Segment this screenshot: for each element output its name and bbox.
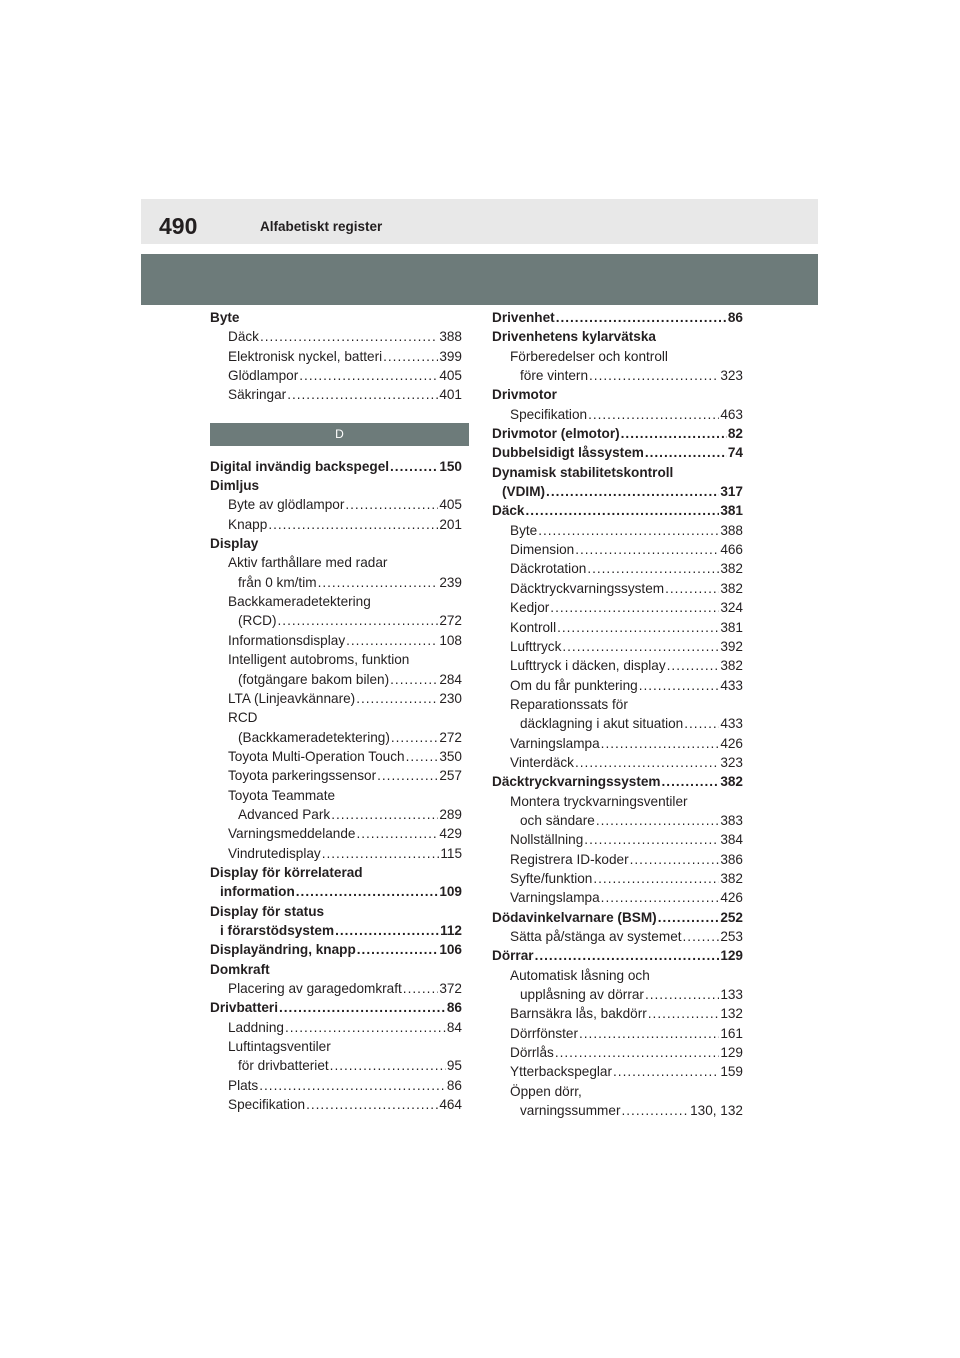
index-entry xyxy=(492,714,743,733)
index-entry xyxy=(210,960,462,979)
index-entry-term: och sändare xyxy=(520,812,595,828)
index-entry xyxy=(210,902,462,921)
index-entry-term: Dörrlås xyxy=(510,1045,554,1061)
index-entry-page: 150 xyxy=(439,458,462,474)
index-entry xyxy=(492,443,743,462)
index-entry-page: 386 xyxy=(720,851,743,867)
index-entry-term: Montera tryckvarningsventiler xyxy=(510,793,688,809)
index-entry-page: 464 xyxy=(439,1097,462,1113)
index-entry-page: 388 xyxy=(720,522,743,538)
dot-leader xyxy=(356,824,438,843)
index-entry xyxy=(492,521,743,540)
index-entry xyxy=(492,1062,743,1081)
index-entry-term: Byte xyxy=(210,310,240,325)
index-entry-term: Däck xyxy=(228,329,259,345)
index-entry xyxy=(210,786,462,805)
index-entry-page: 384 xyxy=(720,832,743,848)
index-entry-page: 95 xyxy=(446,1058,462,1074)
index-entry-term: Dimension xyxy=(510,542,575,558)
index-entry xyxy=(210,844,462,863)
index-entry-term: Drivenhetens kylarvätska xyxy=(492,329,656,345)
index-entry xyxy=(210,1076,462,1095)
dot-leader xyxy=(331,805,438,824)
index-entry-page: 429 xyxy=(439,826,462,842)
dot-leader xyxy=(546,482,719,501)
index-entry-term: (VDIM) xyxy=(502,484,546,500)
index-entry-term: information xyxy=(220,884,295,900)
index-column-left xyxy=(210,308,462,1114)
index-entry-term: Dimljus xyxy=(210,478,260,494)
index-entry xyxy=(210,457,462,476)
header-band xyxy=(141,254,818,305)
index-entry-term: (fotgängare bakom bilen) xyxy=(238,671,390,687)
index-entry-term: Lufttryck i däcken, display xyxy=(510,658,666,674)
letter-header-d: D xyxy=(210,423,469,446)
dot-leader xyxy=(662,772,720,791)
index-entry-term: Kontroll xyxy=(510,619,557,635)
index-entry xyxy=(492,1004,743,1023)
dot-leader xyxy=(589,366,719,385)
dot-leader xyxy=(391,728,438,747)
index-entry-term: Ytterbackspeglar xyxy=(510,1064,613,1080)
index-entry xyxy=(210,940,462,959)
index-entry-term: Dörrfönster xyxy=(510,1025,578,1041)
index-entry-term: Däcktryckvarningssystem xyxy=(510,580,665,596)
index-entry xyxy=(210,515,462,534)
dot-leader xyxy=(535,946,720,965)
index-entry xyxy=(210,553,462,572)
index-entry xyxy=(492,424,743,443)
index-entry xyxy=(210,327,462,346)
index-entry-term: Placering av garagedomkraft xyxy=(228,981,402,996)
index-entry-page: 426 xyxy=(720,890,743,906)
dot-leader xyxy=(556,308,727,327)
index-entry xyxy=(210,534,462,553)
index-entry xyxy=(492,656,743,675)
index-entry-term: Däcktryckvarningssystem xyxy=(492,774,661,790)
index-entry-term: Dynamisk stabilitetskontroll xyxy=(492,464,674,480)
index-entry-page: 161 xyxy=(720,1025,743,1041)
index-entry-term: (Backkameradetektering) xyxy=(238,729,390,745)
index-group-d-continued xyxy=(492,308,743,1120)
dot-leader xyxy=(377,766,438,785)
index-entry-page: 401 xyxy=(439,387,462,403)
index-entry-term: Byte av glödlampor xyxy=(228,497,345,513)
dot-leader xyxy=(299,366,438,385)
index-entry-page: 82 xyxy=(727,426,743,442)
index-entry-term: Glödlampor xyxy=(228,368,299,384)
index-entry-term: varningssummer xyxy=(520,1103,621,1119)
index-entry xyxy=(492,792,743,811)
dot-leader xyxy=(601,888,720,907)
index-entry-term: Varningslampa xyxy=(510,890,600,906)
index-entry-page: 84 xyxy=(446,1019,462,1035)
index-entry xyxy=(492,1024,743,1043)
index-entry-page: 284 xyxy=(439,671,462,687)
index-entry xyxy=(210,476,462,495)
index-entry-page: 133 xyxy=(720,987,743,1003)
index-entry-page: 392 xyxy=(720,638,743,654)
index-entry xyxy=(492,327,743,346)
index-entry xyxy=(210,573,462,592)
dot-leader xyxy=(322,844,440,863)
index-entry xyxy=(492,540,743,559)
index-entry-term: Varningsmeddelande xyxy=(228,826,356,842)
index-entry xyxy=(492,869,743,888)
index-entry-term: Drivbatteri xyxy=(210,1000,278,1016)
index-entry-page: 382 xyxy=(720,774,743,790)
index-entry xyxy=(492,618,743,637)
index-entry-term: Laddning xyxy=(228,1019,284,1035)
dot-leader xyxy=(588,405,719,424)
index-entry xyxy=(210,631,462,650)
index-entry-term: Reparationssats för xyxy=(510,696,628,712)
dot-leader xyxy=(648,1004,720,1023)
index-entry-term: Om du får punktering xyxy=(510,677,638,693)
index-entry-page: 433 xyxy=(720,677,743,693)
index-entry-term: Elektronisk nyckel, batteri xyxy=(228,348,383,364)
index-entry-page: 388 xyxy=(439,329,462,345)
dot-leader xyxy=(630,850,720,869)
index-entry-term: Drivenhet xyxy=(492,310,555,325)
dot-leader xyxy=(579,1024,719,1043)
index-entry xyxy=(492,811,743,830)
index-entry xyxy=(492,946,743,965)
index-entry-term: Öppen dörr, xyxy=(510,1083,582,1099)
dot-leader xyxy=(596,811,719,830)
index-entry-term: från 0 km/tim xyxy=(238,574,317,590)
index-entry xyxy=(492,927,743,946)
index-group-byte xyxy=(210,308,462,405)
dot-leader xyxy=(318,573,439,592)
index-entry xyxy=(210,708,462,727)
index-entry-term: Kedjor xyxy=(510,600,550,616)
index-entry-page: 230 xyxy=(439,690,462,706)
dot-leader xyxy=(684,714,719,733)
index-entry-page: 382 xyxy=(720,658,743,674)
index-entry-term: Domkraft xyxy=(210,961,270,977)
index-entry xyxy=(492,501,743,520)
dot-leader xyxy=(285,1018,446,1037)
dot-leader xyxy=(406,747,439,766)
index-entry-page: 108 xyxy=(439,632,462,648)
index-entry xyxy=(492,1101,743,1120)
dot-leader xyxy=(601,734,720,753)
index-entry xyxy=(210,1037,462,1056)
index-entry-page: 86 xyxy=(446,1000,462,1016)
dot-leader xyxy=(593,869,719,888)
index-entry-term: Toyota Multi-Operation Touch xyxy=(228,748,405,764)
index-entry-term: Automatisk låsning och xyxy=(510,967,650,983)
dot-leader xyxy=(575,753,719,772)
index-group-d xyxy=(210,457,462,1115)
index-entry-page: 272 xyxy=(439,613,462,629)
index-column-right xyxy=(492,308,743,1120)
index-entry xyxy=(210,689,462,708)
index-entry xyxy=(492,559,743,578)
dot-leader xyxy=(658,908,720,927)
index-entry-term: LTA (Linjeavkännare) xyxy=(228,690,356,706)
index-entry-page: 252 xyxy=(720,909,743,925)
index-entry xyxy=(492,695,743,714)
index-entry-term: Aktiv farthållare med radar xyxy=(228,555,388,571)
index-entry-page: 317 xyxy=(720,484,743,500)
dot-leader xyxy=(645,443,727,462)
index-entry xyxy=(492,637,743,656)
index-entry xyxy=(492,482,743,501)
index-entry-term: Drivmotor (elmotor) xyxy=(492,426,620,442)
dot-leader xyxy=(403,979,439,998)
dot-leader xyxy=(621,1101,689,1120)
dot-leader xyxy=(557,618,719,637)
index-entry-page: 289 xyxy=(439,806,462,822)
dot-leader xyxy=(330,1056,446,1075)
index-entry-term: före vintern xyxy=(520,368,589,384)
index-entry-page: 372 xyxy=(439,981,462,996)
index-entry-page: 323 xyxy=(720,754,743,770)
index-entry-page: 381 xyxy=(720,503,743,519)
index-entry-page: 201 xyxy=(439,516,462,532)
index-entry xyxy=(210,998,462,1017)
index-entry-term: Dubbelsidigt låssystem xyxy=(492,445,644,461)
index-entry-term: Syfte/funktion xyxy=(510,870,593,886)
index-entry xyxy=(210,650,462,669)
index-entry xyxy=(210,766,462,785)
dot-leader xyxy=(278,611,439,630)
dot-leader xyxy=(346,631,438,650)
index-entry-term: Lufttryck xyxy=(510,638,562,654)
index-entry-term: Display xyxy=(210,536,259,552)
dot-leader xyxy=(268,515,438,534)
index-entry-term: Säkringar xyxy=(228,387,287,403)
index-entry xyxy=(492,1082,743,1101)
dot-leader xyxy=(296,882,439,901)
index-entry-page: 382 xyxy=(720,561,743,577)
index-entry-term: Nollställning xyxy=(510,832,584,848)
dot-leader xyxy=(665,579,719,598)
index-entry xyxy=(492,405,743,424)
index-entry xyxy=(210,921,462,940)
dot-leader xyxy=(555,1043,720,1062)
dot-leader xyxy=(357,940,439,959)
index-entry xyxy=(492,347,743,366)
index-entry xyxy=(492,579,743,598)
index-entry xyxy=(492,772,743,791)
section-title: Alfabetiskt register xyxy=(260,219,383,234)
index-entry xyxy=(210,747,462,766)
index-entry-page: 463 xyxy=(720,406,743,422)
index-entry xyxy=(210,805,462,824)
dot-leader xyxy=(279,998,446,1017)
index-entry xyxy=(210,863,462,882)
dot-leader xyxy=(621,424,727,443)
index-entry xyxy=(492,888,743,907)
dot-leader xyxy=(306,1095,438,1114)
index-entry-page: 109 xyxy=(439,884,462,900)
dot-leader xyxy=(587,559,719,578)
dot-leader xyxy=(575,540,719,559)
index-entry-term: Toyota parkeringssensor xyxy=(228,768,377,784)
dot-leader xyxy=(584,830,719,849)
index-entry xyxy=(492,850,743,869)
index-entry xyxy=(492,1043,743,1062)
index-entry-page: 405 xyxy=(439,497,462,513)
index-entry xyxy=(210,308,462,327)
dot-leader xyxy=(345,495,438,514)
index-entry-page: 433 xyxy=(720,716,743,732)
index-entry-term: Registrera ID-koder xyxy=(510,851,629,867)
index-entry-term: Vindrutedisplay xyxy=(228,845,321,861)
index-entry xyxy=(492,753,743,772)
index-entry-page: 382 xyxy=(720,870,743,886)
index-entry xyxy=(492,366,743,385)
index-entry-term: Däck xyxy=(492,503,525,519)
dot-leader xyxy=(526,501,720,520)
index-entry xyxy=(210,347,462,366)
index-entry xyxy=(492,830,743,849)
index-entry xyxy=(492,463,743,482)
index-entry-term: Förberedelser och kontroll xyxy=(510,348,668,364)
index-entry-page: 426 xyxy=(720,735,743,751)
index-entry xyxy=(210,385,462,404)
dot-leader xyxy=(667,656,720,675)
dot-leader xyxy=(538,521,719,540)
index-entry xyxy=(210,979,462,998)
dot-leader xyxy=(259,1076,446,1095)
index-entry xyxy=(492,985,743,1004)
index-entry xyxy=(210,366,462,385)
index-entry-page: 350 xyxy=(439,748,462,764)
index-entry xyxy=(492,908,743,927)
index-entry xyxy=(210,728,462,747)
index-entry-term: i förarstödsystem xyxy=(220,922,335,938)
dot-leader xyxy=(390,670,438,689)
index-entry-page: 74 xyxy=(727,445,743,461)
index-entry-term: däcklagning i akut situation xyxy=(520,716,684,732)
index-entry-term: Dödavinkelvarnare (BSM) xyxy=(492,909,657,925)
index-entry-term: Specifikation xyxy=(510,406,588,422)
dot-leader xyxy=(260,327,438,346)
index-entry-term: Displayändring, knapp xyxy=(210,942,356,958)
dot-leader xyxy=(683,927,720,946)
index-entry-term: Luftintagsventiler xyxy=(228,1039,331,1055)
index-entry-page: 405 xyxy=(439,368,462,384)
dot-leader xyxy=(287,385,438,404)
index-entry-term: Barnsäkra lås, bakdörr xyxy=(510,1006,647,1022)
index-entry xyxy=(210,592,462,611)
index-entry xyxy=(210,824,462,843)
index-entry-term: Plats xyxy=(228,1077,259,1093)
index-entry xyxy=(492,676,743,695)
index-entry-term: för drivbatteriet xyxy=(238,1058,329,1074)
index-entry-page: 324 xyxy=(720,600,743,616)
index-entry-page: 383 xyxy=(720,812,743,828)
index-entry xyxy=(210,1056,462,1075)
index-entry-page: 257 xyxy=(439,768,462,784)
index-entry-term: Digital invändig backspegel xyxy=(210,458,390,474)
page-number: 490 xyxy=(159,213,198,239)
index-entry xyxy=(210,1095,462,1114)
index-entry-page: 272 xyxy=(439,729,462,745)
index-entry-term: Intelligent autobroms, funktion xyxy=(228,652,410,668)
header-bar xyxy=(141,199,818,244)
index-entry-term: Sätta på/stänga av systemet xyxy=(510,929,682,944)
index-entry xyxy=(492,966,743,985)
index-entry-page: 115 xyxy=(440,845,462,861)
index-entry-page: 86 xyxy=(727,310,743,325)
index-entry-page: 159 xyxy=(720,1064,743,1080)
index-entry-page: 106 xyxy=(439,942,462,958)
index-entry-term: Display för status xyxy=(210,903,325,919)
index-entry-term: Drivmotor xyxy=(492,387,557,403)
index-entry-page: 86 xyxy=(446,1077,462,1093)
dot-leader xyxy=(645,985,719,1004)
index-entry-term: Backkameradetektering xyxy=(228,594,371,610)
index-entry-page: 381 xyxy=(720,619,743,635)
index-entry-term: upplåsning av dörrar xyxy=(520,987,644,1003)
index-entry xyxy=(492,385,743,404)
dot-leader xyxy=(383,347,438,366)
index-entry xyxy=(210,1018,462,1037)
index-entry-term: Display för körrelaterad xyxy=(210,864,363,880)
index-entry xyxy=(210,670,462,689)
index-entry-term: Advanced Park xyxy=(238,806,331,822)
index-entry xyxy=(210,495,462,514)
index-entry-term: RCD xyxy=(228,710,258,726)
index-entry-term: Informationsdisplay xyxy=(228,632,346,648)
dot-leader xyxy=(356,689,438,708)
index-entry-page: 466 xyxy=(720,542,743,558)
dot-leader xyxy=(562,637,719,656)
index-entry-page: 253 xyxy=(720,929,743,944)
index-entry-term: Specifikation xyxy=(228,1097,306,1113)
index-entry xyxy=(492,734,743,753)
index-entry-term: Toyota Teammate xyxy=(228,787,336,803)
dot-leader xyxy=(550,598,719,617)
index-entry xyxy=(210,882,462,901)
index-entry-page: 382 xyxy=(720,580,743,596)
index-entry xyxy=(210,611,462,630)
dot-leader xyxy=(390,457,438,476)
dot-leader xyxy=(613,1062,719,1081)
index-entry-term: (RCD) xyxy=(238,613,277,629)
index-entry-page: 129 xyxy=(720,948,743,964)
index-entry-page: 132 xyxy=(720,1006,743,1022)
dot-leader xyxy=(639,676,720,695)
index-entry-term: Däckrotation xyxy=(510,561,587,577)
index-entry-page: 129 xyxy=(720,1045,743,1061)
index-entry-term: Dörrar xyxy=(492,948,534,964)
dot-leader xyxy=(335,921,439,940)
index-entry xyxy=(492,308,743,327)
index-entry xyxy=(492,598,743,617)
index-entry-page: 399 xyxy=(439,348,462,364)
index-entry-page: 239 xyxy=(439,574,462,590)
index-entry-term: Varningslampa xyxy=(510,735,600,751)
index-entry-page: 130, 132 xyxy=(690,1103,743,1119)
index-entry-page: 112 xyxy=(440,922,462,938)
index-entry-term: Byte xyxy=(510,522,538,538)
index-entry-term: Vinterdäck xyxy=(510,754,574,770)
index-entry-page: 323 xyxy=(720,368,743,384)
index-entry-term: Knapp xyxy=(228,516,268,532)
